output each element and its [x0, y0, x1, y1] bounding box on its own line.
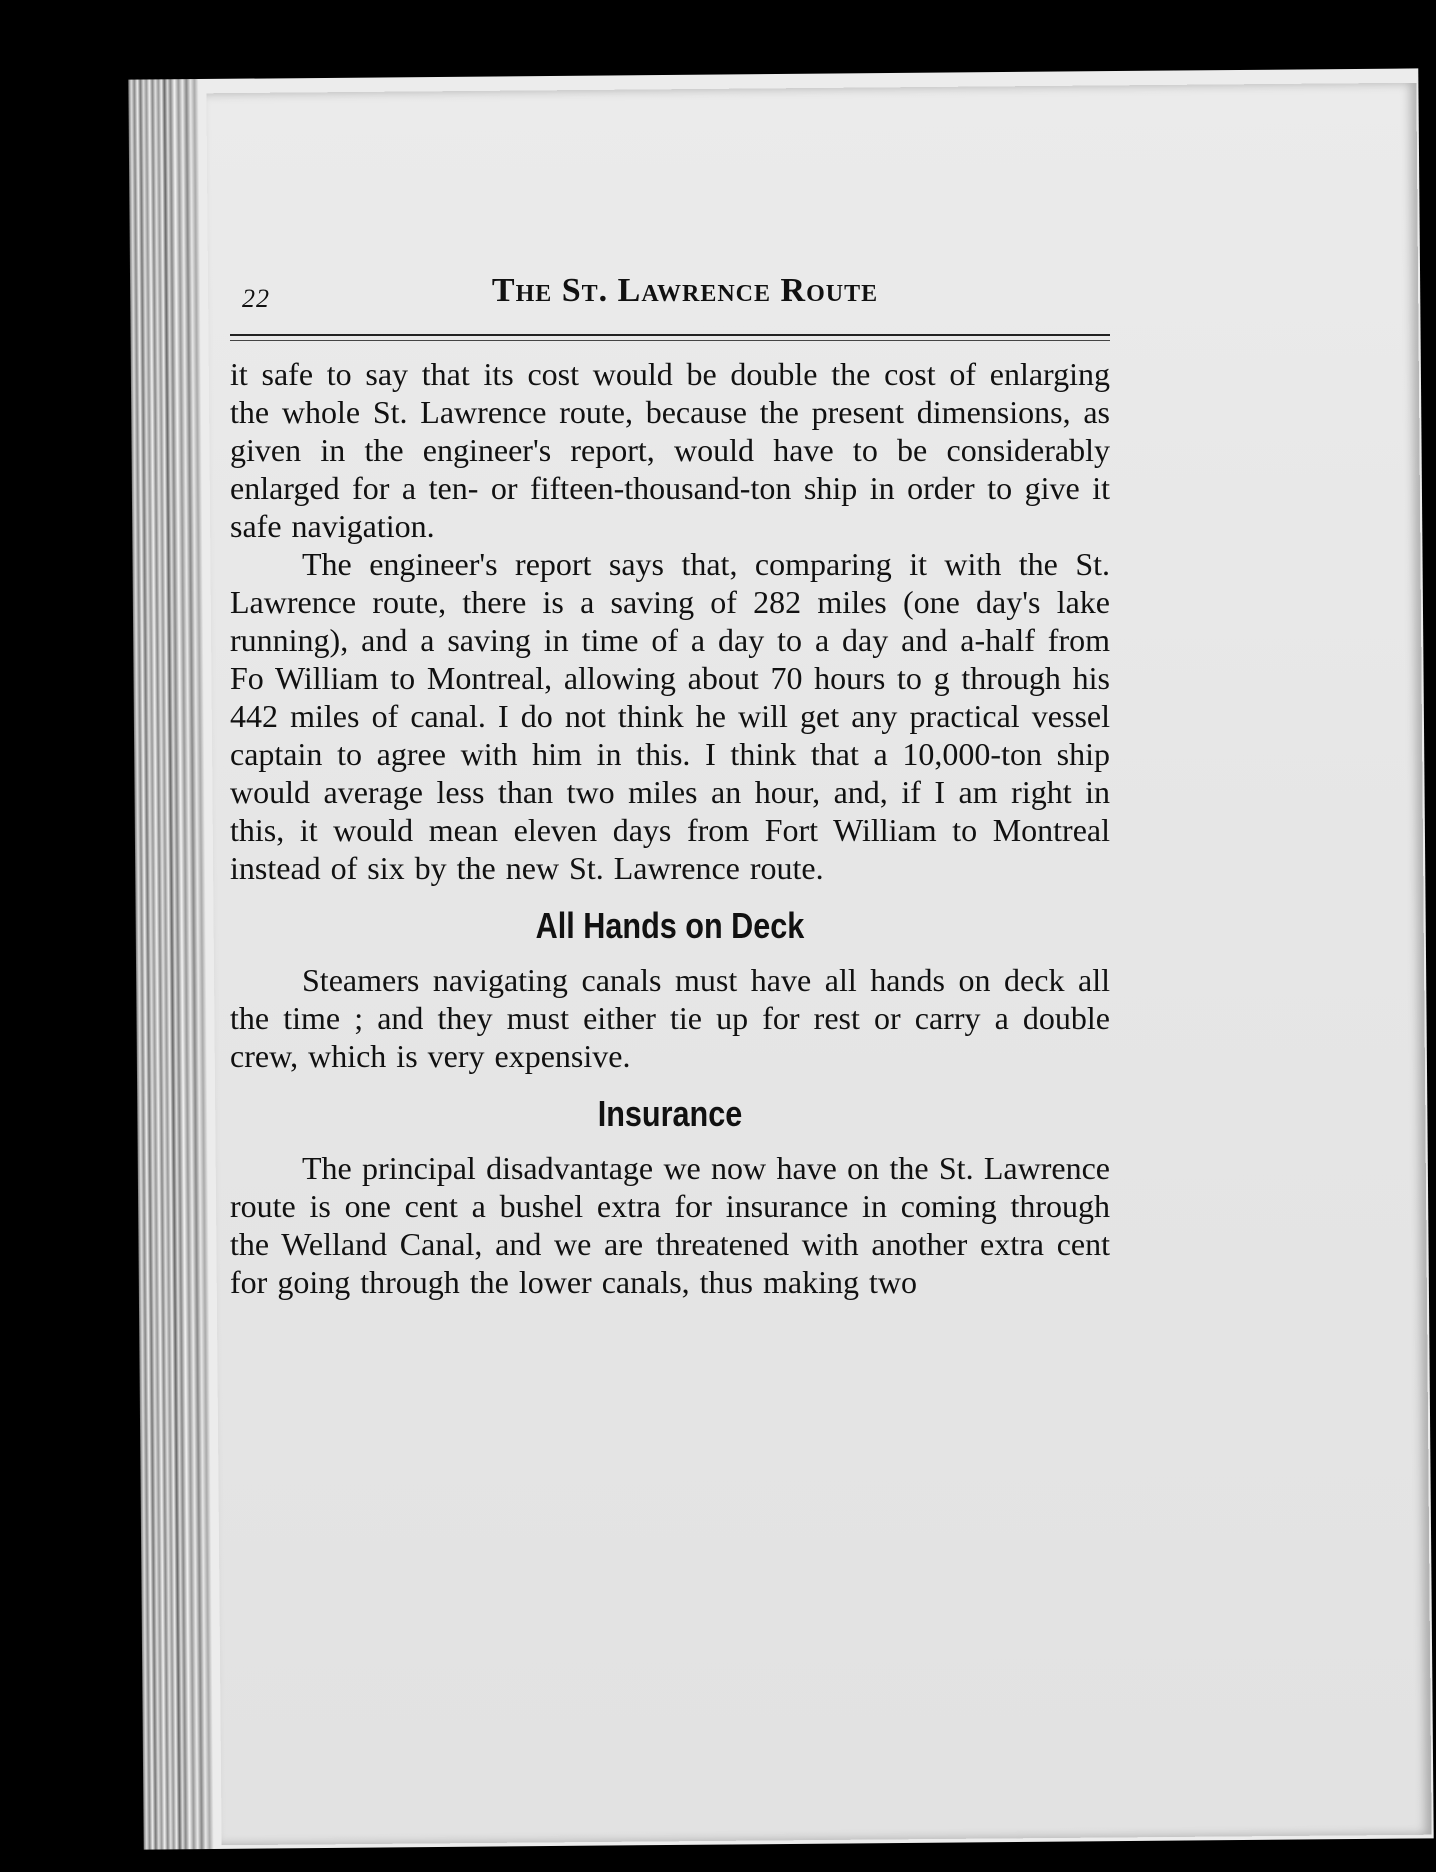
header-rule	[230, 334, 1110, 341]
heading-insurance: Insurance	[597, 1093, 743, 1134]
page-number: 22	[242, 284, 270, 313]
paragraph-4: The principal disadvantage we now have on the St. Lawrence route is one cent a bushel extra for insurance in coming through the Welland Canal, and we are threatened with another extra cent for going through the lower canals, thus making two	[230, 1150, 1110, 1300]
page-text	[230, 270, 1110, 1301]
paragraph-2: The engineer's report says that, comparing it with the St. Lawrence route, there is a saving of 282 miles (one day's lake running), and a saving in time of a day to a day and a-half from Fo William to Montreal, allowing about 70 hours to g through his 442 miles of canal. I do not think he will get any practical vessel captain to agree with him in this. I think that a 10,000-ton ship would average less than two miles an hour, and, if I am right in this, it would mean eleven days from Fort William to Montreal instead of six by the new St. Lawrence route.	[230, 546, 1110, 886]
heading-all-hands-on-deck: All Hands on Deck	[535, 905, 805, 946]
running-head: The St. Lawrence Route	[491, 272, 879, 309]
paragraph-1: it safe to say that its cost would be double the cost of enlarging the whole St. Lawrence route, because the present dimensions, as given in the engineer's report, would have to be considerably enlarged for a ten- or fifteen-thousand-ton ship in order to give it safe navigation.	[230, 356, 1110, 544]
paragraph-3: Steamers navigating canals must have all hands on deck all the time ; and they must either tie up for rest or carry a double crew, which is very expensive.	[230, 962, 1110, 1074]
page-header	[230, 270, 1110, 326]
